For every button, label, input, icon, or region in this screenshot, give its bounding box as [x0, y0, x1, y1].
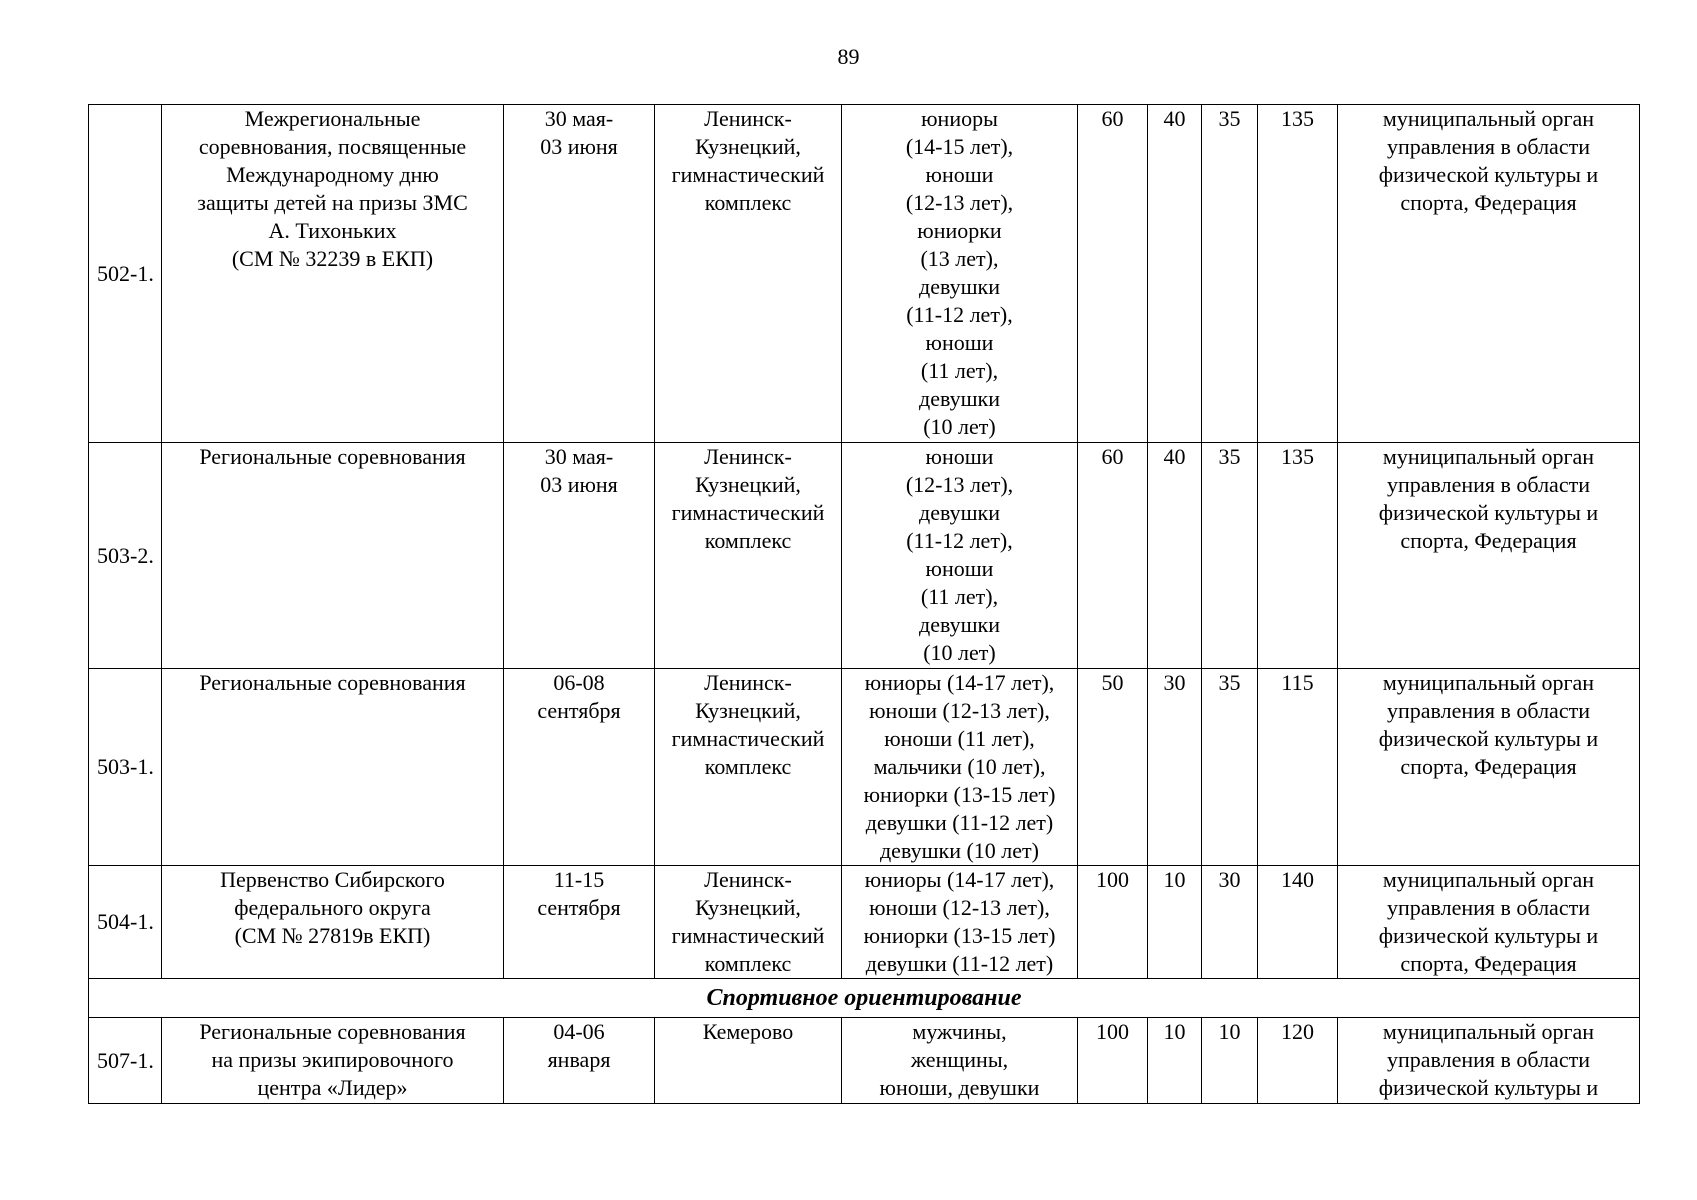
section-header-row: [89, 979, 1640, 1018]
event-place: Ленинск- Кузнецкий, гимнастический комплекс: [655, 443, 842, 669]
participants-count-3: 10: [1202, 1018, 1258, 1104]
participants-count-3: 35: [1202, 105, 1258, 443]
age-groups: юниоры (14-15 лет), юноши (12-13 лет), юниорки (13 лет), девушки (11-12 лет), юноши (11 лет), девушки (10 лет): [842, 105, 1078, 443]
participants-count-2: 40: [1148, 105, 1202, 443]
table-row: [89, 1018, 1640, 1104]
age-groups: мужчины, женщины, юноши, девушки: [842, 1018, 1078, 1104]
event-dates: 06-08 сентября: [504, 669, 655, 866]
participants-count-2: 10: [1148, 1018, 1202, 1104]
participants-count-1: 60: [1078, 105, 1148, 443]
participants-count-2: 30: [1148, 669, 1202, 866]
participants-count-1: 100: [1078, 866, 1148, 979]
participants-count-1: 100: [1078, 1018, 1148, 1104]
participants-total: 135: [1258, 443, 1338, 669]
participants-total: 120: [1258, 1018, 1338, 1104]
organizer: муниципальный орган управления в области физической культуры и спорта, Федерация: [1338, 669, 1640, 866]
event-dates: 04-06 января: [504, 1018, 655, 1104]
event-dates: 30 мая- 03 июня: [504, 105, 655, 443]
event-place: Ленинск- Кузнецкий, гимнастический комплекс: [655, 105, 842, 443]
event-name: Первенство Сибирского федерального округа (СМ № 27819в ЕКП): [162, 866, 504, 979]
participants-count-3: 35: [1202, 443, 1258, 669]
age-groups: юниоры (14-17 лет), юноши (12-13 лет), юноши (11 лет), мальчики (10 лет), юниорки (13-15 лет) девушки (11-12 лет) девушки (10 лет): [842, 669, 1078, 866]
row-number: 504-1.: [89, 866, 162, 979]
row-number: 502-1.: [89, 105, 162, 443]
event-name: Межрегиональные соревнования, посвященные Международному дню защиты детей на призы ЗМС А. Тихоньких (СМ № 32239 в ЕКП): [162, 105, 504, 443]
row-number: 503-2.: [89, 443, 162, 669]
organizer: муниципальный орган управления в области физической культуры и спорта, Федерация: [1338, 105, 1640, 443]
event-name: Региональные соревнования на призы экипировочного центра «Лидер»: [162, 1018, 504, 1104]
event-place: Ленинск- Кузнецкий, гимнастический комплекс: [655, 866, 842, 979]
participants-count-1: 50: [1078, 669, 1148, 866]
participants-count-1: 60: [1078, 443, 1148, 669]
event-place: Ленинск- Кузнецкий, гимнастический комплекс: [655, 669, 842, 866]
events-table: [88, 104, 1640, 1104]
row-number: 507-1.: [89, 1018, 162, 1104]
row-number: 503-1.: [89, 669, 162, 866]
participants-count-2: 10: [1148, 866, 1202, 979]
table-row: [89, 669, 1640, 866]
event-place: Кемерово: [655, 1018, 842, 1104]
participants-total: 115: [1258, 669, 1338, 866]
organizer: муниципальный орган управления в области физической культуры и: [1338, 1018, 1640, 1104]
participants-total: 135: [1258, 105, 1338, 443]
organizer: муниципальный орган управления в области физической культуры и спорта, Федерация: [1338, 443, 1640, 669]
organizer: муниципальный орган управления в области физической культуры и спорта, Федерация: [1338, 866, 1640, 979]
event-name: Региональные соревнования: [162, 669, 504, 866]
table-row: [89, 105, 1640, 443]
page-number: 89: [837, 44, 860, 69]
event-dates: 30 мая- 03 июня: [504, 443, 655, 669]
table-row: [89, 443, 1640, 669]
event-dates: 11-15 сентября: [504, 866, 655, 979]
participants-count-3: 30: [1202, 866, 1258, 979]
participants-total: 140: [1258, 866, 1338, 979]
participants-count-3: 35: [1202, 669, 1258, 866]
section-title: Спортивное ориентирование: [89, 979, 1640, 1018]
participants-count-2: 40: [1148, 443, 1202, 669]
age-groups: юноши (12-13 лет), девушки (11-12 лет), юноши (11 лет), девушки (10 лет): [842, 443, 1078, 669]
event-name: Региональные соревнования: [162, 443, 504, 669]
table-row: [89, 866, 1640, 979]
age-groups: юниоры (14-17 лет), юноши (12-13 лет), юниорки (13-15 лет) девушки (11-12 лет): [842, 866, 1078, 979]
